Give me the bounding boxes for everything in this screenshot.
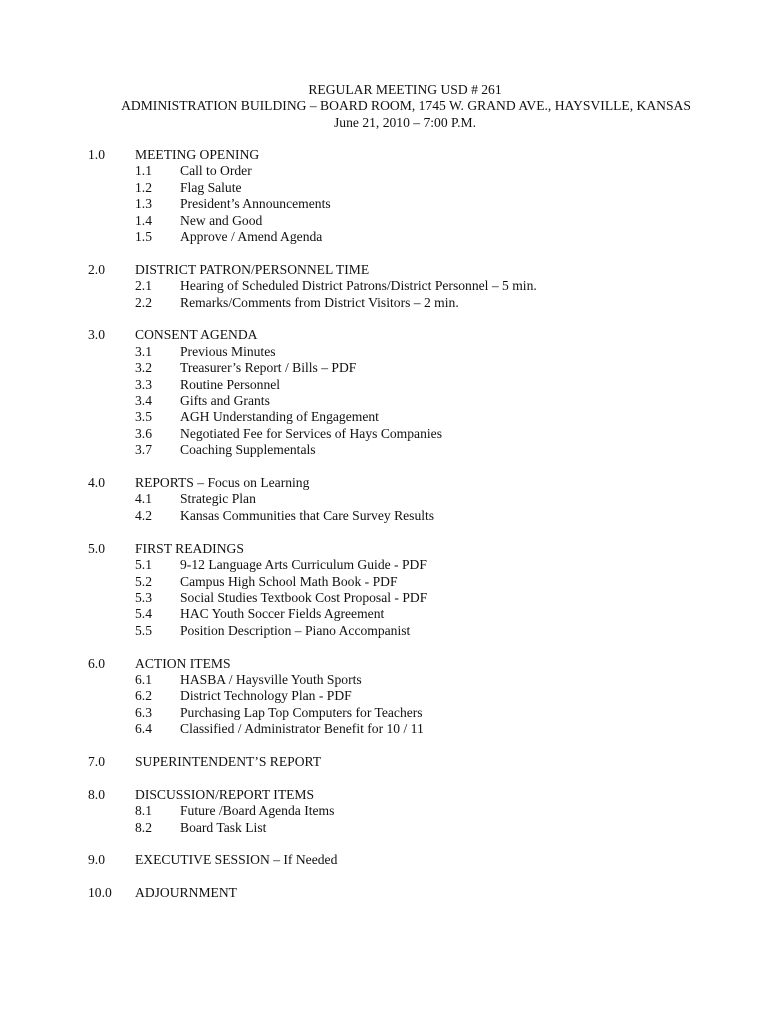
item-text: Approve / Amend Agenda	[180, 229, 323, 245]
item-text: Gifts and Grants	[180, 393, 270, 409]
agenda-item	[88, 377, 728, 393]
item-number: 3.5	[135, 409, 152, 425]
agenda-section	[88, 475, 728, 524]
section-number: 2.0	[88, 261, 105, 277]
agenda-item	[88, 180, 728, 196]
meeting-title: REGULAR MEETING USD # 261	[308, 82, 502, 97]
agenda-item	[88, 295, 728, 311]
item-text: Kansas Communities that Care Survey Results	[180, 507, 435, 523]
section-heading	[88, 787, 728, 803]
section-number: 6.0	[88, 655, 105, 671]
item-number: 1.5	[135, 229, 152, 245]
item-text: HAC Youth Soccer Fields Agreement	[180, 606, 385, 622]
agenda-item	[88, 196, 728, 212]
section-title: DISTRICT PATRON/PERSONNEL TIME	[135, 261, 370, 277]
agenda-section	[88, 147, 728, 245]
section-title: REPORTS – Focus on Learning	[135, 475, 310, 491]
item-text: Future /Board Agenda Items	[180, 803, 335, 819]
item-number: 3.4	[135, 393, 152, 409]
item-number: 1.4	[135, 212, 152, 228]
agenda-item	[88, 557, 728, 573]
agenda-item	[88, 688, 728, 704]
item-text: AGH Understanding of Engagement	[180, 409, 379, 425]
agenda-item	[88, 229, 728, 245]
item-number: 3.3	[135, 376, 152, 392]
item-text: Treasurer’s Report / Bills – PDF	[180, 360, 357, 376]
item-number: 5.4	[135, 606, 152, 622]
section-heading	[88, 852, 728, 868]
agenda-item	[88, 721, 728, 737]
item-text: Classified / Administrator Benefit for 10 / 11	[180, 721, 424, 737]
item-text: District Technology Plan - PDF	[180, 688, 352, 704]
item-number: 8.1	[135, 803, 152, 819]
item-number: 3.7	[135, 442, 152, 458]
item-text: Position Description – Piano Accompanist	[180, 622, 411, 638]
section-heading	[88, 475, 728, 491]
agenda-item	[88, 590, 728, 606]
section-title: MEETING OPENING	[135, 147, 260, 162]
section-heading	[88, 262, 728, 278]
item-text: 9-12 Language Arts Curriculum Guide - PDF	[180, 557, 427, 573]
section-heading	[88, 147, 728, 163]
section-number: 4.0	[88, 475, 105, 491]
item-text: HASBA / Haysville Youth Sports	[180, 671, 362, 687]
item-text: Previous Minutes	[180, 343, 276, 359]
item-number: 3.2	[135, 360, 152, 376]
section-number: 1.0	[88, 147, 105, 162]
item-text: Coaching Supplementals	[180, 442, 316, 458]
item-text: New and Good	[180, 212, 263, 228]
section-heading	[88, 754, 728, 770]
meeting-date: June 21, 2010 – 7:00 P.M.	[334, 114, 476, 130]
item-text: President’s Announcements	[180, 196, 331, 212]
agenda-section	[88, 262, 728, 311]
item-number: 1.1	[135, 163, 152, 179]
item-text: Routine Personnel	[180, 376, 281, 392]
agenda-section	[88, 787, 728, 836]
agenda-item	[88, 491, 728, 507]
item-number: 6.3	[135, 704, 152, 720]
section-number: 7.0	[88, 753, 105, 769]
item-text: Remarks/Comments from District Visitors – 2 min.	[180, 294, 459, 310]
section-title: ACTION ITEMS	[135, 655, 231, 671]
section-title: EXECUTIVE SESSION – If Needed	[135, 852, 338, 868]
agenda-item	[88, 623, 728, 639]
agenda-list	[88, 147, 728, 918]
meeting-location: ADMINISTRATION BUILDING – BOARD ROOM, 1745 W. GRAND AVE., HAYSVILLE, KANSAS	[121, 98, 691, 114]
section-title: ADJOURNMENT	[135, 885, 237, 901]
item-number: 6.1	[135, 671, 152, 687]
agenda-item	[88, 426, 728, 442]
section-number: 3.0	[88, 327, 105, 343]
section-heading	[88, 656, 728, 672]
item-number: 4.2	[135, 507, 152, 523]
item-number: 5.2	[135, 573, 152, 589]
section-title: FIRST READINGS	[135, 540, 244, 556]
agenda-item	[88, 820, 728, 836]
section-title: DISCUSSION/REPORT ITEMS	[135, 786, 315, 802]
section-heading	[88, 885, 728, 901]
item-text: Hearing of Scheduled District Patrons/District Personnel – 5 min.	[180, 278, 537, 294]
section-title: SUPERINTENDENT’S REPORT	[135, 753, 322, 769]
section-title: CONSENT AGENDA	[135, 327, 258, 343]
section-number: 8.0	[88, 786, 105, 802]
agenda-item	[88, 606, 728, 622]
item-text: Negotiated Fee for Services of Hays Companies	[180, 425, 442, 441]
item-number: 5.1	[135, 557, 152, 573]
agenda-section	[88, 541, 728, 639]
item-number: 2.1	[135, 278, 152, 294]
item-number: 6.2	[135, 688, 152, 704]
agenda-item	[88, 360, 728, 376]
agenda-item	[88, 278, 728, 294]
agenda-section	[88, 754, 728, 770]
item-number: 3.1	[135, 343, 152, 359]
item-number: 6.4	[135, 721, 152, 737]
item-number: 1.2	[135, 179, 152, 195]
agenda-item	[88, 442, 728, 458]
item-number: 4.1	[135, 491, 152, 507]
item-number: 8.2	[135, 819, 152, 835]
agenda-item	[88, 705, 728, 721]
agenda-item	[88, 344, 728, 360]
agenda-section	[88, 656, 728, 738]
item-text: Call to Order	[180, 163, 252, 179]
agenda-item	[88, 508, 728, 524]
section-heading	[88, 541, 728, 557]
item-text: Social Studies Textbook Cost Proposal - PDF	[180, 589, 428, 605]
item-text: Flag Salute	[180, 179, 242, 195]
item-text: Board Task List	[180, 819, 267, 835]
item-text: Campus High School Math Book - PDF	[180, 573, 398, 589]
agenda-item	[88, 672, 728, 688]
agenda-item	[88, 803, 728, 819]
section-number: 9.0	[88, 852, 105, 868]
agenda-section	[88, 852, 728, 868]
section-number: 5.0	[88, 540, 105, 556]
item-number: 5.3	[135, 589, 152, 605]
agenda-item	[88, 409, 728, 425]
item-number: 3.6	[135, 425, 152, 441]
agenda-section	[88, 327, 728, 458]
document-header	[0, 82, 770, 131]
agenda-item	[88, 393, 728, 409]
agenda-item	[88, 213, 728, 229]
section-heading	[88, 327, 728, 343]
section-number: 10.0	[88, 885, 112, 901]
item-number: 1.3	[135, 196, 152, 212]
agenda-section	[88, 885, 728, 901]
item-text: Strategic Plan	[180, 491, 256, 507]
agenda-item	[88, 163, 728, 179]
agenda-item	[88, 574, 728, 590]
item-number: 5.5	[135, 622, 152, 638]
item-number: 2.2	[135, 294, 152, 310]
item-text: Purchasing Lap Top Computers for Teachers	[180, 704, 423, 720]
